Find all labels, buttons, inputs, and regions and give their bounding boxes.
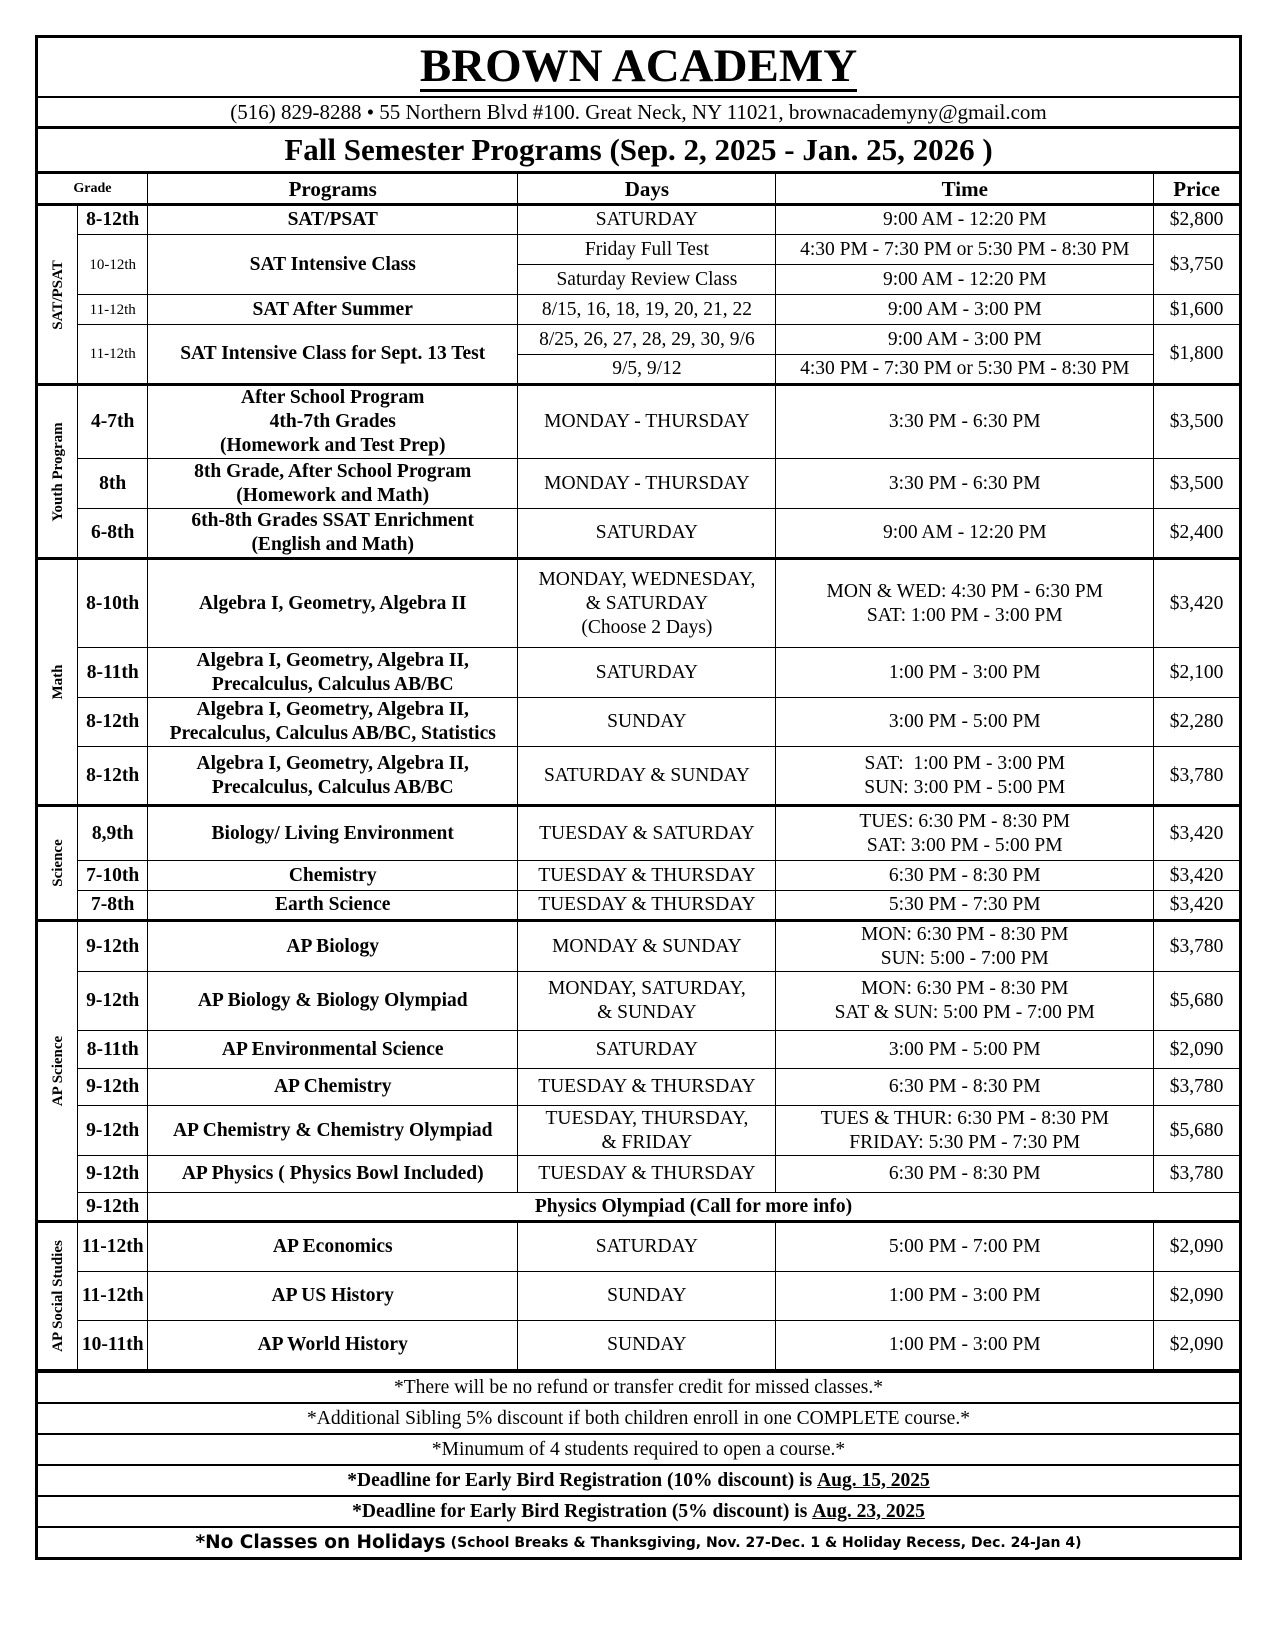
grade-cell: 8-10th [78, 559, 147, 648]
days-cell: TUESDAY & THURSDAY [518, 861, 776, 891]
grade-cell: 9-12th [78, 1156, 147, 1193]
program-cell: AP Biology [147, 921, 518, 972]
price-cell: $3,750 [1154, 235, 1239, 295]
table-row [38, 806, 1239, 861]
price-cell: $3,420 [1154, 861, 1239, 891]
time-cell: SAT: 1:00 PM - 3:00 PM SUN: 3:00 PM - 5:00 PM [776, 747, 1154, 806]
time-cell: 9:00 AM - 3:00 PM [776, 295, 1154, 325]
program-cell: SAT/PSAT [147, 205, 518, 235]
grade-cell: 9-12th [78, 972, 147, 1031]
table-row [38, 459, 1239, 509]
program-cell: After School Program 4th-7th Grades (Homework and Test Prep) [147, 385, 518, 459]
grade-cell: 4-7th [78, 385, 147, 459]
grade-cell: 10-11th [78, 1321, 147, 1370]
grade-cell: 11-12th [78, 295, 147, 325]
price-cell: $2,400 [1154, 509, 1239, 559]
time-cell: 4:30 PM - 7:30 PM or 5:30 PM - 8:30 PM [776, 235, 1154, 265]
time-cell: 6:30 PM - 8:30 PM [776, 1069, 1154, 1106]
time-cell: TUES & THUR: 6:30 PM - 8:30 PM FRIDAY: 5:30 PM - 7:30 PM [776, 1106, 1154, 1156]
time-cell: 9:00 AM - 12:20 PM [776, 509, 1154, 559]
price-cell: $3,780 [1154, 747, 1239, 806]
days-cell: SUNDAY [518, 1272, 776, 1321]
grade-cell: 8-11th [78, 648, 147, 698]
early-bird-10-note: *Deadline for Early Bird Registration (10% discount) is Aug. 15, 2025 [38, 1464, 1239, 1495]
table-row [38, 1222, 1239, 1272]
time-cell: TUES: 6:30 PM - 8:30 PM SAT: 3:00 PM - 5:00 PM [776, 806, 1154, 861]
category-ap-science: AP Science [38, 921, 78, 1222]
schedule-document [35, 35, 1242, 1560]
program-cell: Physics Olympiad (Call for more info) [147, 1193, 1239, 1222]
price-cell: $2,100 [1154, 648, 1239, 698]
table-row [38, 1106, 1239, 1156]
price-cell: $3,500 [1154, 385, 1239, 459]
time-cell: 1:00 PM - 3:00 PM [776, 1321, 1154, 1370]
time-cell: 3:30 PM - 6:30 PM [776, 385, 1154, 459]
table-header-row [38, 174, 1239, 205]
category-youth: Youth Program [38, 385, 78, 559]
grade-cell: 7-10th [78, 861, 147, 891]
table-row [38, 1156, 1239, 1193]
time-cell: 5:30 PM - 7:30 PM [776, 891, 1154, 921]
table-row [38, 698, 1239, 747]
program-cell: Chemistry [147, 861, 518, 891]
table-row [38, 295, 1239, 325]
table-row [38, 235, 1239, 265]
table-row [38, 921, 1239, 972]
grade-cell: 8-12th [78, 747, 147, 806]
days-cell: MONDAY & SUNDAY [518, 921, 776, 972]
table-row [38, 1069, 1239, 1106]
days-cell: SATURDAY [518, 509, 776, 559]
program-cell: Algebra I, Geometry, Algebra II, Precalculus, Calculus AB/BC [147, 648, 518, 698]
days-cell: MONDAY - THURSDAY [518, 385, 776, 459]
program-cell: AP Chemistry [147, 1069, 518, 1106]
program-cell: Earth Science [147, 891, 518, 921]
table-row [38, 747, 1239, 806]
table-row [38, 972, 1239, 1031]
program-cell: SAT Intensive Class [147, 235, 518, 295]
days-cell: SATURDAY [518, 648, 776, 698]
sibling-note: *Additional Sibling 5% discount if both children enroll in one COMPLETE course.* [38, 1402, 1239, 1433]
grade-column-header: Grade [38, 174, 147, 205]
program-cell: AP Economics [147, 1222, 518, 1272]
table-row [38, 559, 1239, 648]
category-ap-social-studies: AP Social Studies [38, 1222, 78, 1370]
price-cell: $5,680 [1154, 972, 1239, 1031]
early-bird-5-note: *Deadline for Early Bird Registration (5% discount) is Aug. 23, 2025 [38, 1495, 1239, 1526]
grade-cell: 8,9th [78, 806, 147, 861]
program-cell: 8th Grade, After School Program (Homework and Math) [147, 459, 518, 509]
days-cell: 9/5, 9/12 [518, 355, 776, 385]
time-cell: 6:30 PM - 8:30 PM [776, 861, 1154, 891]
program-cell: Biology/ Living Environment [147, 806, 518, 861]
grade-cell: 9-12th [78, 1193, 147, 1222]
days-cell: SUNDAY [518, 1321, 776, 1370]
days-cell: TUESDAY & THURSDAY [518, 1156, 776, 1193]
price-cell: $3,500 [1154, 459, 1239, 509]
price-cell: $3,420 [1154, 559, 1239, 648]
program-cell: SAT Intensive Class for Sept. 13 Test [147, 325, 518, 385]
time-cell: 9:00 AM - 12:20 PM [776, 265, 1154, 295]
grade-cell: 8-12th [78, 698, 147, 747]
grade-cell: 9-12th [78, 921, 147, 972]
grade-cell: 9-12th [78, 1069, 147, 1106]
program-cell: AP Environmental Science [147, 1031, 518, 1069]
days-cell: MONDAY - THURSDAY [518, 459, 776, 509]
table-row [38, 1272, 1239, 1321]
price-cell: $3,780 [1154, 921, 1239, 972]
grade-cell: 6-8th [78, 509, 147, 559]
days-cell: SUNDAY [518, 698, 776, 747]
school-name: BROWN ACADEMY [38, 38, 1239, 98]
days-cell: SATURDAY & SUNDAY [518, 747, 776, 806]
days-cell: Friday Full Test [518, 235, 776, 265]
table-row [38, 861, 1239, 891]
time-cell: 1:00 PM - 3:00 PM [776, 1272, 1154, 1321]
program-cell: AP US History [147, 1272, 518, 1321]
category-math: Math [38, 559, 78, 806]
price-cell: $2,090 [1154, 1222, 1239, 1272]
time-column-header: Time [776, 174, 1154, 205]
price-cell: $3,420 [1154, 891, 1239, 921]
program-cell: 6th-8th Grades SSAT Enrichment (English and Math) [147, 509, 518, 559]
price-cell: $3,780 [1154, 1069, 1239, 1106]
price-cell: $3,420 [1154, 806, 1239, 861]
grade-cell: 10-12th [78, 235, 147, 295]
table-row [38, 205, 1239, 235]
days-cell: 8/15, 16, 18, 19, 20, 21, 22 [518, 295, 776, 325]
price-column-header: Price [1154, 174, 1239, 205]
days-cell: TUESDAY & SATURDAY [518, 806, 776, 861]
price-cell: $1,600 [1154, 295, 1239, 325]
category-science: Science [38, 806, 78, 921]
time-cell: 4:30 PM - 7:30 PM or 5:30 PM - 8:30 PM [776, 355, 1154, 385]
holidays-note: *No Classes on Holidays (School Breaks & Thanksgiving, Nov. 27-Dec. 1 & Holiday Recess, Dec. 24-Jan 4) [38, 1526, 1239, 1557]
price-cell: $1,800 [1154, 325, 1239, 385]
grade-cell: 11-12th [78, 325, 147, 385]
table-row [38, 325, 1239, 355]
time-cell: 9:00 AM - 12:20 PM [776, 205, 1154, 235]
time-cell: 5:00 PM - 7:00 PM [776, 1222, 1154, 1272]
table-row [38, 509, 1239, 559]
price-cell: $5,680 [1154, 1106, 1239, 1156]
program-cell: Algebra I, Geometry, Algebra II [147, 559, 518, 648]
days-column-header: Days [518, 174, 776, 205]
table-row [38, 385, 1239, 459]
program-cell: AP Biology & Biology Olympiad [147, 972, 518, 1031]
contact-info: (516) 829-8288 • 55 Northern Blvd #100. Great Neck, NY 11021, brownacademyny@gmail.com [38, 98, 1239, 129]
time-cell: MON: 6:30 PM - 8:30 PM SAT & SUN: 5:00 PM - 7:00 PM [776, 972, 1154, 1031]
price-cell: $3,780 [1154, 1156, 1239, 1193]
time-cell: MON & WED: 4:30 PM - 6:30 PM SAT: 1:00 PM - 3:00 PM [776, 559, 1154, 648]
time-cell: MON: 6:30 PM - 8:30 PM SUN: 5:00 - 7:00 PM [776, 921, 1154, 972]
time-cell: 3:00 PM - 5:00 PM [776, 698, 1154, 747]
price-cell: $2,090 [1154, 1031, 1239, 1069]
table-row [38, 648, 1239, 698]
days-cell: 8/25, 26, 27, 28, 29, 30, 9/6 [518, 325, 776, 355]
days-cell: MONDAY, SATURDAY, & SUNDAY [518, 972, 776, 1031]
time-cell: 9:00 AM - 3:00 PM [776, 325, 1154, 355]
table-row [38, 1321, 1239, 1370]
grade-cell: 11-12th [78, 1272, 147, 1321]
grade-cell: 8-11th [78, 1031, 147, 1069]
program-cell: SAT After Summer [147, 295, 518, 325]
days-cell: TUESDAY, THURSDAY, & FRIDAY [518, 1106, 776, 1156]
schedule-table [38, 173, 1239, 1370]
notes-section [38, 1370, 1239, 1557]
days-cell: SATURDAY [518, 205, 776, 235]
table-row [38, 1193, 1239, 1222]
price-cell: $2,090 [1154, 1272, 1239, 1321]
days-cell: TUESDAY & THURSDAY [518, 1069, 776, 1106]
time-cell: 3:30 PM - 6:30 PM [776, 459, 1154, 509]
program-cell: AP World History [147, 1321, 518, 1370]
table-row [38, 1031, 1239, 1069]
days-cell: SATURDAY [518, 1031, 776, 1069]
grade-cell: 7-8th [78, 891, 147, 921]
minimum-note: *Minumum of 4 students required to open a course.* [38, 1433, 1239, 1464]
price-cell: $2,090 [1154, 1321, 1239, 1370]
grade-cell: 8-12th [78, 205, 147, 235]
program-cell: AP Chemistry & Chemistry Olympiad [147, 1106, 518, 1156]
days-cell: MONDAY, WEDNESDAY, & SATURDAY (Choose 2 Days) [518, 559, 776, 648]
refund-note: *There will be no refund or transfer credit for missed classes.* [38, 1370, 1239, 1402]
time-cell: 6:30 PM - 8:30 PM [776, 1156, 1154, 1193]
semester-title: Fall Semester Programs (Sep. 2, 2025 - Jan. 25, 2026 ) [38, 129, 1239, 173]
time-cell: 3:00 PM - 5:00 PM [776, 1031, 1154, 1069]
grade-cell: 8th [78, 459, 147, 509]
price-cell: $2,280 [1154, 698, 1239, 747]
time-cell: 1:00 PM - 3:00 PM [776, 648, 1154, 698]
program-cell: Algebra I, Geometry, Algebra II, Precalculus, Calculus AB/BC [147, 747, 518, 806]
days-cell: SATURDAY [518, 1222, 776, 1272]
programs-column-header: Programs [147, 174, 518, 205]
table-row [38, 891, 1239, 921]
grade-cell: 11-12th [78, 1222, 147, 1272]
days-cell: Saturday Review Class [518, 265, 776, 295]
days-cell: TUESDAY & THURSDAY [518, 891, 776, 921]
category-sat: SAT/PSAT [38, 205, 78, 385]
grade-cell: 9-12th [78, 1106, 147, 1156]
price-cell: $2,800 [1154, 205, 1239, 235]
program-cell: AP Physics ( Physics Bowl Included) [147, 1156, 518, 1193]
program-cell: Algebra I, Geometry, Algebra II, Precalculus, Calculus AB/BC, Statistics [147, 698, 518, 747]
